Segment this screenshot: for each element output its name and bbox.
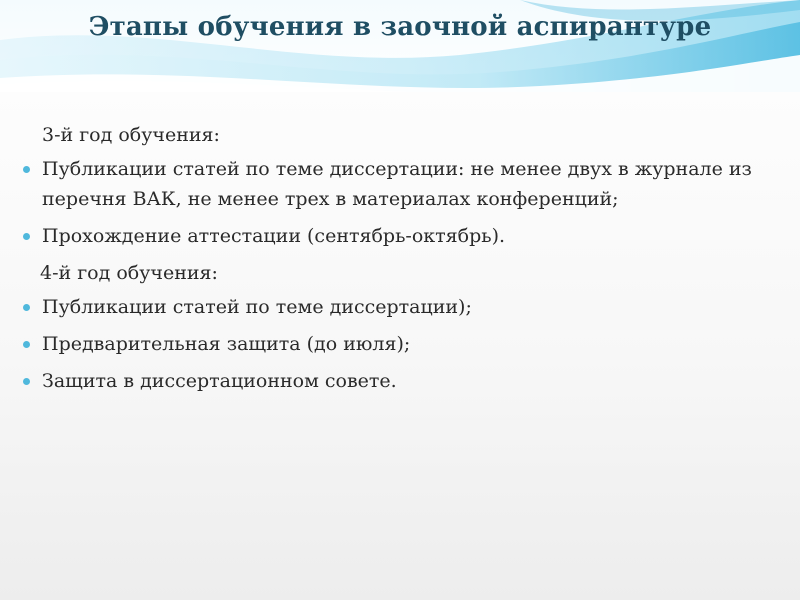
- bullet-dot-icon: [23, 166, 30, 173]
- list-item-text: Публикации статей по теме диссертации: не менее двух в журнале из перечня ВАК, не менее трех в материалах конференций;: [42, 158, 752, 210]
- slide-title: Этапы обучения в заочной аспирантуре: [88, 12, 712, 42]
- list-item: [20, 154, 780, 214]
- list-item-text: Публикации статей по теме диссертации);: [42, 296, 472, 318]
- list-item: [20, 292, 780, 322]
- list-item-text: Прохождение аттестации (сентябрь-октябрь).: [42, 225, 506, 247]
- list-item: [20, 221, 780, 251]
- bullet-dot-icon: [23, 341, 30, 348]
- bullet-dot-icon: [23, 304, 30, 311]
- year4-heading: 4-й год обучения:: [40, 262, 218, 284]
- year3-heading: 3-й год обучения:: [42, 124, 220, 146]
- header-wave-decoration: [0, 0, 800, 92]
- bullet-dot-icon: [23, 378, 30, 385]
- list-item-text: Защита в диссертационном совете.: [42, 370, 397, 392]
- list-item-text: Предварительная защита (до июля);: [42, 333, 411, 355]
- bullet-dot-icon: [23, 233, 30, 240]
- slide-content: [20, 120, 780, 403]
- list-item: [20, 366, 780, 396]
- list-item: [20, 329, 780, 359]
